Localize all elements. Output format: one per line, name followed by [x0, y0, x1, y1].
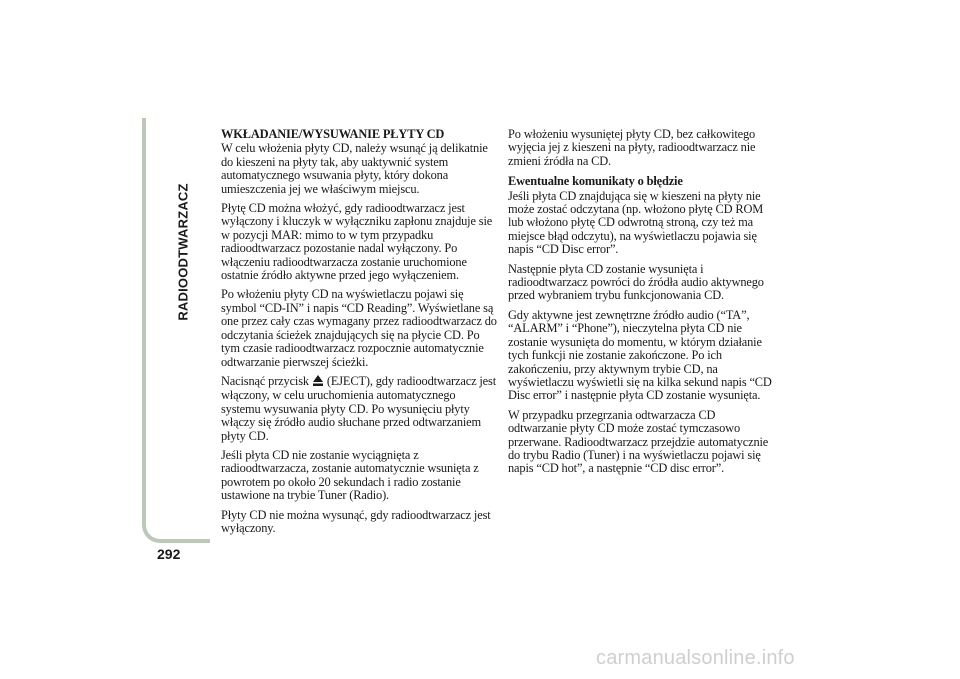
paragraph: Jeśli płyta CD nie zostanie wyciągnięta z radioodtwarzacza, zostanie automatycznie wsunięta z powrotem po około 20 sekundach i radio zostanie ustawione na trybie Tuner (Radio). — [221, 447, 479, 503]
paragraph: Płyty CD nie można wysunąć, gdy radioodtwarzacz jest wyłączony. — [221, 507, 491, 535]
eject-text-before: Nacisnąć przycisk — [221, 373, 309, 388]
paragraph: Płytę CD można włożyć, gdy radioodtwarzacz jest wyłączony i kluczyk w wyłączniku zapłonu znajduje sie w pozycji MAR: mimo to w tym przypadku radioodtwarzacz pozostanie nadal wyłączony. Po włączeniu radioodtwarzacza zostanie uruchomione ostatnie źródło aktywne przed jego wyłączeniem. — [221, 201, 493, 283]
eject-text-after: (EJECT), gdy radioodtwarzacz jest włączony, w celu uruchomienia automatycznego systemu wysuwania płyty CD. Po wysunięciu płyty włączy się źródło audio słuchane przed odtwarzaniem płyty CD. — [221, 373, 496, 443]
paragraph: Następnie płyta CD zostanie wysunięta i radioodtwarzacz powróci do źródła audio aktywnego przed wybraniem trybu funkcjonowania CD. — [508, 261, 764, 303]
section-heading: WKŁADANIE/WYSUWANIE PŁYTY CD — [221, 127, 445, 141]
page-frame — [142, 118, 210, 543]
paragraph: Po włożeniu wysuniętej płyty CD, bez całkowitego wyjęcia jej z kieszeni na płyty, radioodtwarzacz nie zmieni źródła na CD. — [508, 127, 756, 168]
right-column — [508, 128, 776, 482]
paragraph: Po włożeniu płyty CD na wyświetlaczu pojawi się symbol “CD-IN” i napis “CD Reading”. Wyświetlane są one przez cały czas wymagany przez radioodtwarzacz do odczytania ścieżek znajdujących się na płycie CD. Po tym czasie radioodtwarzacz rozpocznie automatycznie odtwarzanie pierwszej ścieżki. — [221, 287, 497, 369]
paragraph: W przypadku przegrzania odtwarzacza CD odtwarzanie płyty CD może zostać tymczasowo przerwane. Radioodtwarzacz przejdzie automatycznie do trybu Radio (Tuner) i na wyświetlaczu pojawi się napis “CD hot”, a następnie “CD disc error”. — [508, 407, 769, 476]
paragraph: Gdy aktywne jest zewnętrzne źródło audio (“TA”, “ALARM” i “Phone”), nieczytelna płyta CD nie zostanie wysunięta do momentu, w którym działanie tych funkcji nie zostanie zakończone. Po ich zakończeniu, przy aktywnym trybie CD, na wyświetlaczu wyświetli się na kilka sekund napis “CD Disc error” i następnie płyta CD zostanie wysunięta. — [508, 307, 772, 403]
watermark: carmanualsonline.info — [596, 647, 795, 669]
paragraph: Jeśli płyta CD znajdująca się w kieszeni na płyty nie może zostać odczytana (np. włożono płytę CD ROM lub włożono płytę CD odwrotną stroną, czy też ma miejsce błąd odczytu), na wyświetlaczu pojawia się napis “CD Disc error”. — [508, 188, 764, 257]
subsection-heading: Ewentualne komunikaty o błędzie — [508, 174, 683, 189]
page-number: 292 — [157, 546, 181, 562]
eject-icon — [313, 375, 323, 389]
paragraph-eject — [221, 375, 497, 443]
paragraph: W celu włożenia płyty CD, należy wsunąć ją delikatnie do kieszeni na płyty tak, aby uaktywnić system automatycznego wsuwania płyty, który dokona umieszczenia jej we właściwym miejscu. — [221, 141, 488, 196]
section-label: RADIOODTWARZACZ — [175, 183, 191, 321]
left-column — [221, 128, 497, 541]
